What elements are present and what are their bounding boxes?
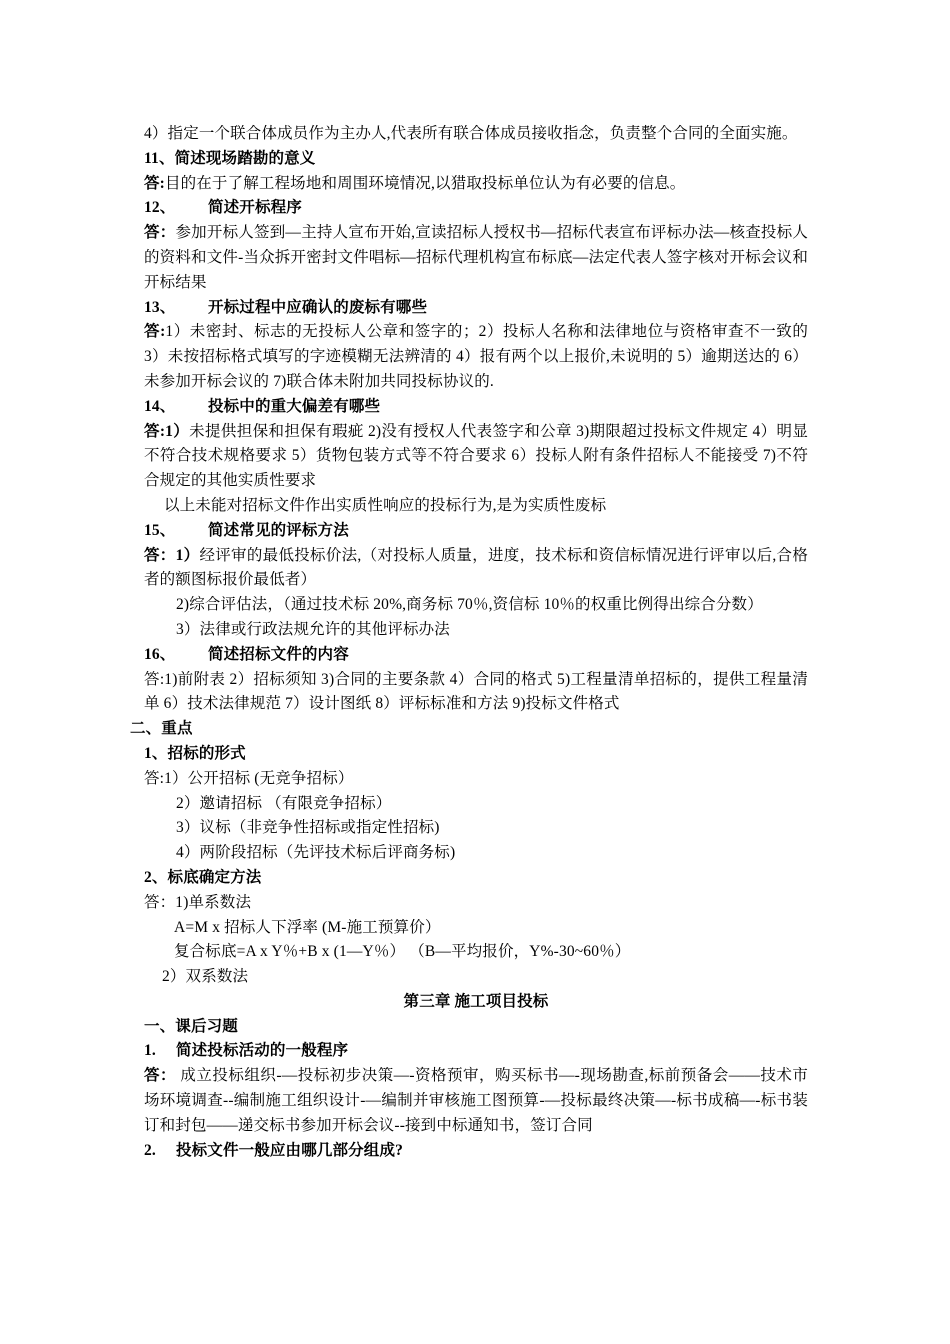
question-number: 1.	[144, 1042, 156, 1060]
answer	[144, 221, 808, 295]
document-body	[130, 122, 809, 1163]
question-text: 简述投标活动的一般程序	[176, 1042, 349, 1060]
answer-text: 参加开标人签到—主持人宣布开始,宣读招标人授权书—招标代表宣布评标办法—核查投标人的资料和文件-当众拆开密封文件唱标—招标代理机构宣布标底—法定代表人签字核对开标会议和开标结果	[144, 224, 808, 291]
formula: A=M x 招标人下浮率 (M-施工预算价）	[174, 918, 441, 936]
paragraph: 4）指定一个联合体成员作为主办人,代表所有联合体成员接收指念，负责整个合同的全面实施。	[144, 125, 798, 142]
answer	[144, 172, 808, 197]
answer	[144, 544, 808, 594]
subsection-heading: 2、标底确定方法	[144, 868, 262, 886]
question-text: 投标文件一般应由哪几部分组成?	[176, 1141, 404, 1159]
question-text: 简述开标程序	[208, 199, 302, 217]
question-number: 12、	[144, 199, 176, 217]
answer-label: 答：1）	[144, 546, 200, 564]
answer-item: 答:1）公开招标 (无竞争招标）	[144, 769, 354, 787]
answer-item: 2）邀请招标 （有限竞争招标）	[176, 794, 392, 812]
answer-text: 目的在于了解工程场地和周围环境情况,以猎取投标单位认为有必要的信息。	[164, 174, 686, 192]
question-number: 15、	[144, 521, 176, 539]
question-number: 2.	[144, 1141, 156, 1159]
answer-text: 成立投标组织-—投标初步决策—-资格预审，购买标书—-现场勘查,标前预备会——技术市场环境调查--编制施工组织设计-—编制并审核施工图预算-—投标最终决策—-标书成稿—-标书装订和封包——递交标书参加开标会议--接到中标通知书，签订合同	[144, 1067, 809, 1134]
answer-label: 答:	[144, 174, 165, 192]
question-heading	[144, 1139, 808, 1164]
answer-item: 2)综合评估法，（通过技术标 20%,商务标 70％,资信标 10％的权重比例得出综合分数）	[176, 596, 763, 614]
answer-item: 3）法律或行政法规允许的其他评标办法	[176, 620, 450, 638]
answer-text: 未提供担保和担保有瑕疵 2)没有授权人代表签字和公章 3)期限超过投标文件规定 4）明显不符合技术规格要求 5）货物包装方式等不符合要求 6）投标人附有条件招标人不能接受 7)不符合规定的其他实质性要求	[144, 422, 808, 490]
answer-text: 经评审的最低投标价法,（对投标人质量，进度，技术标和资信标情况进行评审以后,合格者的额图标报价最低者）	[144, 546, 808, 589]
question-number: 14、	[144, 397, 176, 415]
question-text: 开标过程中应确认的废标有哪些	[208, 298, 428, 316]
question-number: 13、	[144, 298, 176, 316]
question-number: 16、	[144, 645, 176, 663]
section-heading: 一、课后习题	[144, 1017, 238, 1035]
answer-note: 以上未能对招标文件作出实质性响应的投标行为,是为实质性废标	[164, 496, 607, 514]
answer-label: 答:1）	[144, 422, 190, 440]
question-heading	[144, 643, 808, 668]
question-heading: 11、简述现场踏勘的意义	[144, 149, 316, 167]
question-heading	[144, 296, 808, 321]
answer-item: 2）双系数法	[162, 968, 249, 986]
question-heading	[144, 1039, 808, 1064]
answer: 答:1)前附表 2）招标须知 3)合同的主要条款 4）合同的格式 5)工程量清单招标的，提供工程量清单 6）技术法律规范 7）设计图纸 8）评标标准和方法 9)投标文件格式	[144, 670, 808, 713]
answer-label: 答：	[144, 1067, 177, 1085]
answer-text: 1）未密封、标志的无投标人公章和签字的；2）投标人名称和法律地位与资格审查不一致的 3）未按招标格式填写的字迹模糊无法辨清的 4）报有两个以上报价,未说明的 5）逾期送达的 6）未参加开标会议的 7)联合体未附加共同投标协议的.	[144, 323, 808, 390]
formula: 复合标底=A x Y％+B x (1—Y％） （B—平均报价，Y%-30~60％）	[174, 943, 631, 961]
question-heading	[144, 519, 808, 544]
answer	[144, 1064, 808, 1138]
question-text: 简述招标文件的内容	[208, 645, 349, 663]
question-heading	[144, 395, 808, 420]
answer-item: 4）两阶段招标（先评技术标后评商务标)	[176, 844, 456, 862]
answer-item: 3）议标（非竞争性招标或指定性招标)	[176, 819, 440, 837]
question-heading	[144, 196, 808, 221]
answer-item: 答：1)单系数法	[144, 893, 252, 911]
answer-label: 答:	[144, 323, 166, 341]
question-text: 投标中的重大偏差有哪些	[208, 397, 381, 415]
question-text: 简述常见的评标方法	[208, 521, 349, 539]
answer	[144, 320, 808, 394]
answer	[144, 420, 808, 494]
chapter-title: 第三章 施工项目投标	[403, 992, 549, 1010]
section-heading: 二、重点	[130, 720, 193, 738]
subsection-heading: 1、招标的形式	[144, 744, 246, 762]
answer-label: 答：	[144, 224, 176, 242]
